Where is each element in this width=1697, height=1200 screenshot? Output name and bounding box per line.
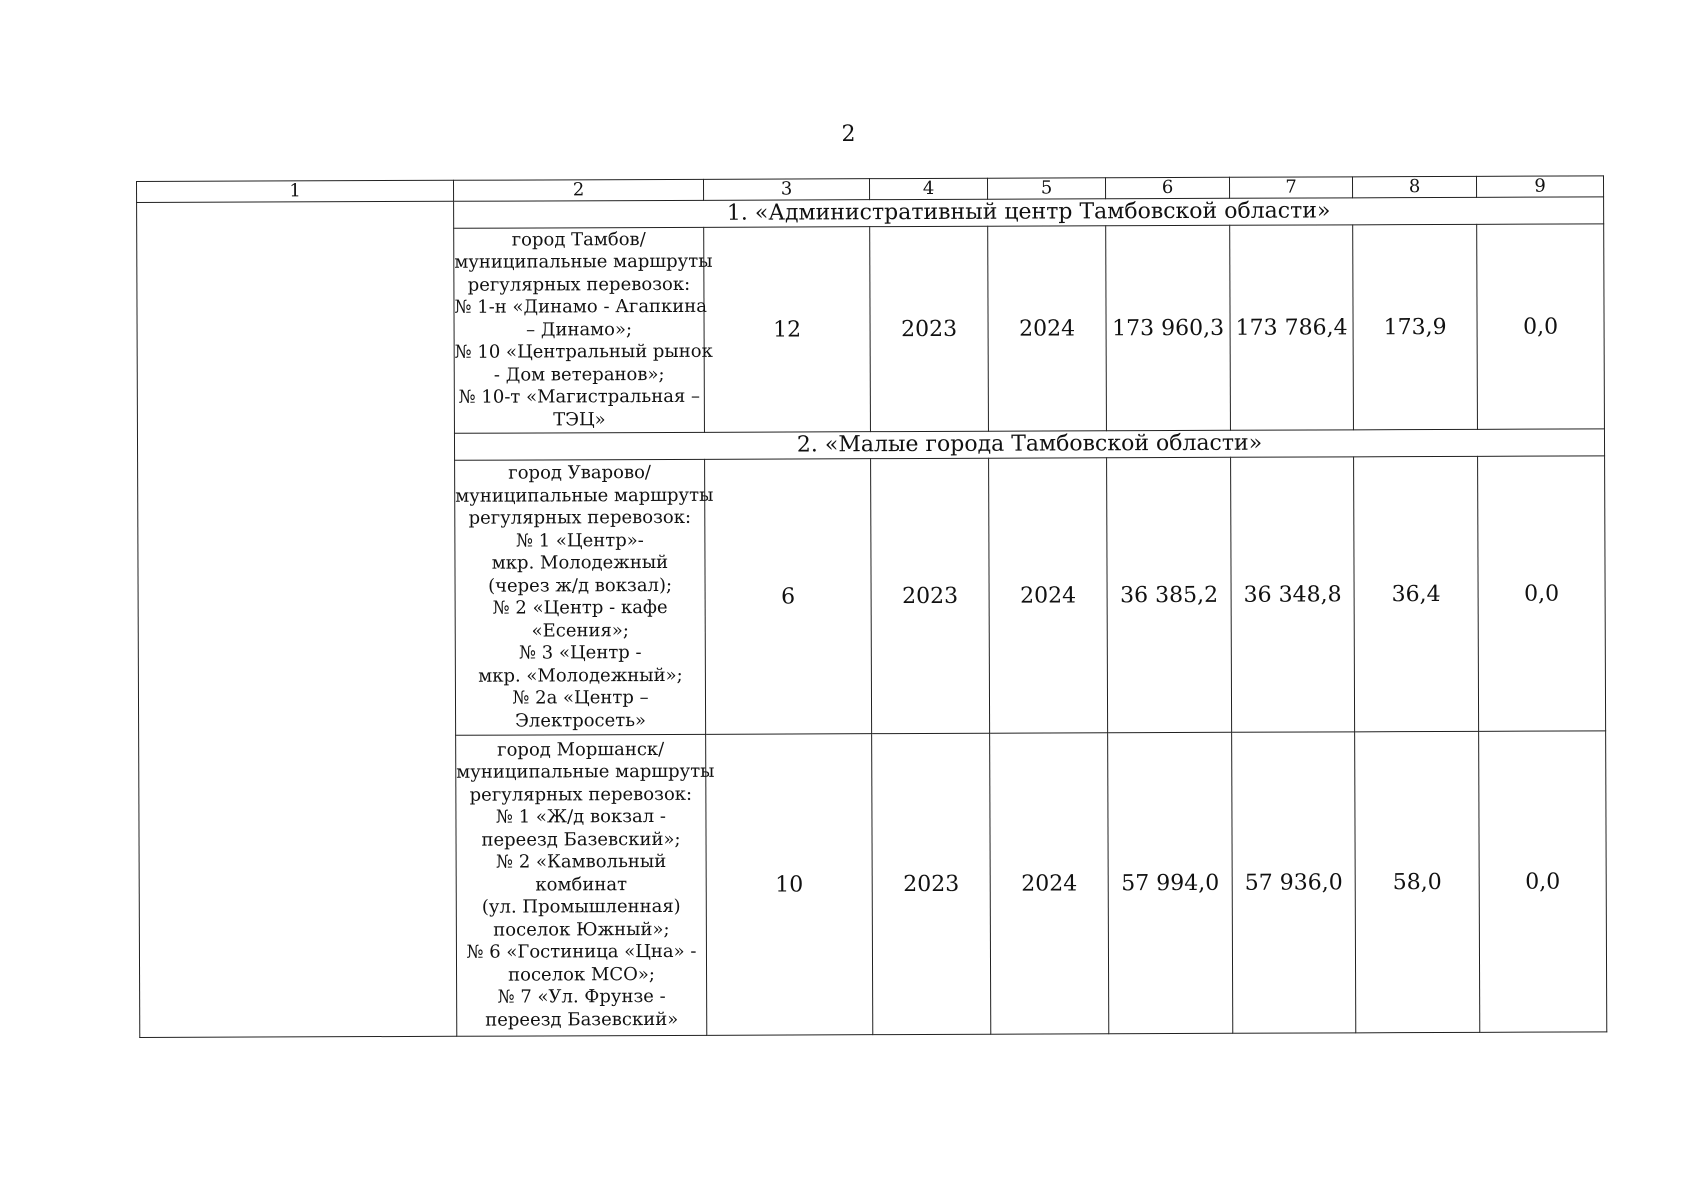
value-cell-col8: 173,9 [1353,224,1478,429]
column-number: 7 [1229,177,1352,198]
description-line: № 2 «Центр - кафе [492,596,668,619]
value-cell-col6: 173 960,3 [1106,225,1231,430]
section-title: 1. «Административный центр Тамбовской области» [454,197,1604,228]
column-number: 1 [137,180,454,202]
description-line: № 6 «Гостиница «Цна» - [466,941,697,963]
description-line: № 3 «Центр - [518,642,642,664]
description-line: (через ж/д вокзал); [488,574,673,597]
description-line: № 7 «Ул. Фрунзе - [497,986,666,1008]
description-line: поселок Южный»; [493,918,670,941]
end-year-cell: 2024 [990,733,1109,1034]
section-title: 2. «Малые города Тамбовской области» [454,429,1604,460]
column-1-empty-cell [137,201,457,1037]
column-number: 2 [453,179,703,201]
description-line: № 1-н «Динамо - Агапкина [454,296,708,319]
column-number: 6 [1105,177,1229,198]
route-description-cell [454,227,713,433]
data-table [136,175,1607,1038]
description-line: регулярных перевозок: [467,273,691,296]
description-line: поселок МСО»; [508,963,656,986]
description-line: мкр. «Молодежный»; [478,664,683,687]
description-line: город Тамбов/ [511,228,646,251]
routes-count-cell: 10 [706,734,873,1036]
value-cell-col7: 36 348,8 [1231,457,1355,732]
column-number: 3 [703,179,869,201]
description-line: город Уварово/ [508,462,652,484]
description-line: № 1 «Ж/д вокзал - [495,806,667,828]
value-cell-col6: 57 994,0 [1108,732,1233,1033]
description-line: № 2а «Центр – [512,687,649,709]
route-description-cell [455,459,714,735]
column-number: 4 [869,178,987,199]
end-year-cell: 2024 [988,226,1107,431]
description-line: № 10 «Центральный рынок [454,341,713,364]
description-line: (ул. Промышленная) [481,896,681,918]
routes-count-cell: 12 [704,227,871,433]
description-line: № 2 «Камвольный [496,851,667,873]
column-number: 8 [1352,176,1476,197]
description-line: регулярных перевозок: [469,783,693,806]
value-cell-col9: 0,0 [1479,731,1607,1032]
description-line: «Есения»; [531,619,629,641]
value-cell-col8: 58,0 [1355,731,1480,1032]
description-line: город Моршанск/ [497,738,665,761]
value-cell-col6: 36 385,2 [1107,457,1232,732]
value-cell-col7: 57 936,0 [1232,732,1356,1033]
value-cell-col7: 173 786,4 [1230,225,1354,430]
value-cell-col8: 36,4 [1354,456,1479,731]
description-line: комбинат [535,873,628,896]
description-line: ТЭЦ» [553,408,606,431]
description-line: – Динамо»; [526,318,633,341]
column-number: 5 [987,178,1105,199]
description-line: регулярных перевозок: [468,506,692,529]
description-line: муниципальные маршруты [456,761,715,784]
description-line: - Дом ветеранов»; [493,363,665,386]
column-number: 9 [1476,176,1603,197]
value-cell-col9: 0,0 [1477,224,1605,429]
page-number: 2 [841,122,856,147]
description-line: мкр. Молодежный [491,551,669,574]
description-line: муниципальные маршруты [455,484,714,507]
description-line: муниципальные маршруты [454,251,713,274]
start-year-cell: 2023 [870,226,989,431]
description-line: переезд Базевский» [485,1008,679,1031]
start-year-cell: 2023 [872,733,991,1034]
description-line: № 10-т «Магистральная – [458,386,701,409]
description-line: переезд Базевский»; [481,828,681,851]
value-cell-col9: 0,0 [1478,456,1606,731]
routes-count-cell: 6 [705,459,872,735]
end-year-cell: 2024 [989,458,1108,733]
description-line: № 1 «Центр»- [515,529,644,552]
description-line: Электросеть» [515,709,647,732]
route-description-cell [456,734,715,1036]
start-year-cell: 2023 [871,458,990,733]
